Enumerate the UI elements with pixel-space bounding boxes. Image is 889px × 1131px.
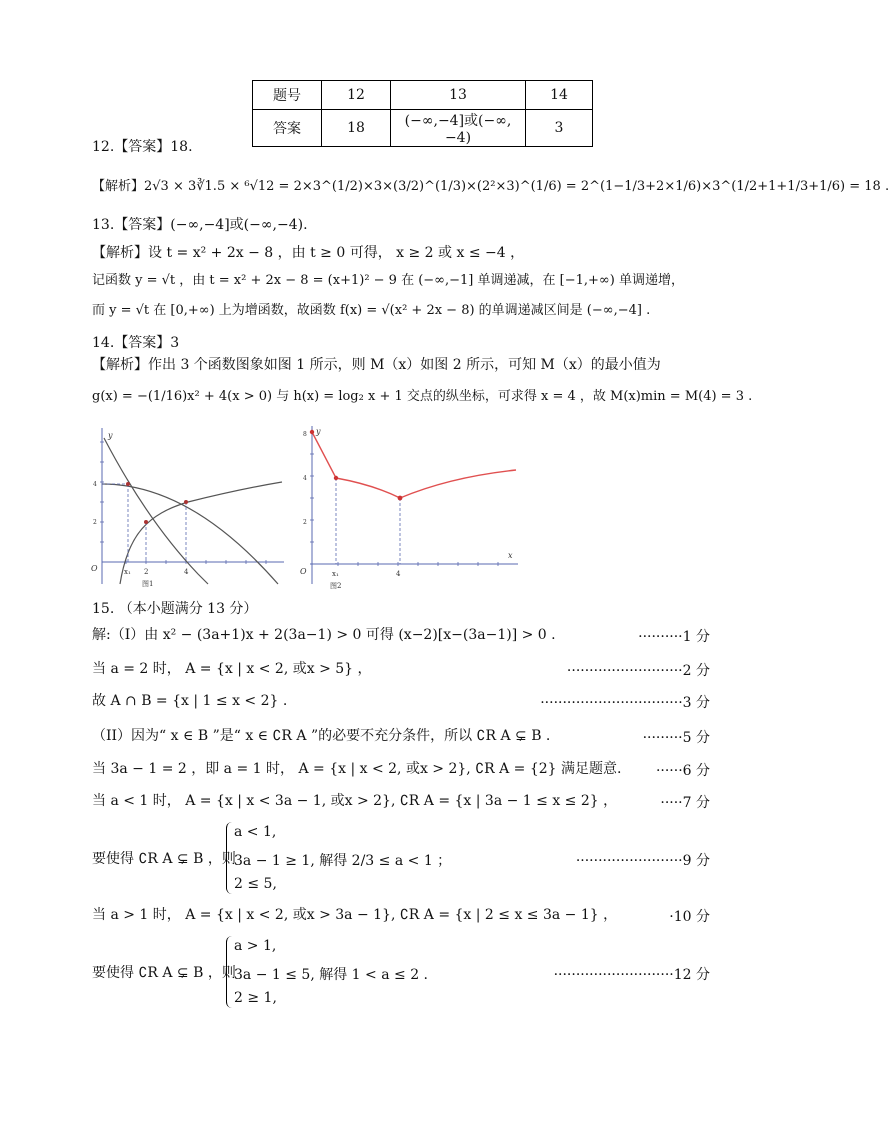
table-cell: (−∞,−4]或(−∞,−4) bbox=[391, 110, 526, 147]
system-line: a > 1, bbox=[234, 938, 277, 954]
q15-line-9-prefix: 要使得 ∁R A ⊊ B ，则 bbox=[92, 965, 236, 981]
score-7: ························9 分 bbox=[575, 853, 710, 869]
figure-2-graph bbox=[298, 422, 522, 592]
q14-answer: 14.【答案】3 bbox=[92, 335, 180, 351]
figure-1-graph bbox=[88, 424, 288, 596]
curve-point bbox=[310, 430, 314, 434]
y-axis-label: y bbox=[316, 427, 321, 436]
score-4: ·········5 分 bbox=[642, 730, 710, 746]
table-cell: 14 bbox=[526, 81, 593, 110]
guide-lines bbox=[336, 478, 400, 564]
q13-answer: 13.【答案】(−∞,−4]或(−∞,−4). bbox=[92, 217, 308, 233]
intersection-point bbox=[184, 500, 188, 504]
table-cell: 答案 bbox=[253, 110, 322, 147]
curve-point bbox=[334, 476, 338, 480]
q13-analysis-line2: 记函数 y = √t ，由 t = x² + 2x − 8 = (x+1)² − 9 在 (−∞,−1] 单调递减，在 [−1,+∞) 单调递增， bbox=[92, 273, 684, 288]
system-line: 3a − 1 ≤ 5, 解得 1 < a ≤ 2 . bbox=[234, 967, 429, 983]
system-line: 2 ≤ 5, bbox=[234, 876, 277, 892]
q14-analysis-line2: g(x) = −(1/16)x² + 4(x > 0) 与 h(x) = log₂ x + 1 交点的纵坐标，可求得 x = 4 ，故 M(x)min = M(4) = 3 . bbox=[92, 389, 753, 404]
q15-line-1: 解:（I）由 x² − (3a+1)x + 2(3a−1) > 0 可得 (x−2)[x−(3a−1)] > 0 . bbox=[92, 627, 556, 643]
intersection-point bbox=[144, 520, 148, 524]
q15-line-6: 当 a < 1 时， A = {x | x < 3a − 1, 或x > 2}, ∁R A = {x | 3a − 1 ≤ x ≤ 2} ， bbox=[92, 793, 618, 809]
table-header-row bbox=[253, 81, 593, 110]
score-3: ································3 分 bbox=[540, 695, 710, 711]
y-tick-label: 4 bbox=[303, 475, 307, 482]
axis-ticks bbox=[310, 432, 498, 566]
q15-header: 15. （本小题满分 13 分） bbox=[92, 601, 258, 617]
score-9: ···························12 分 bbox=[553, 967, 710, 983]
x-tick-label: 4 bbox=[396, 570, 401, 578]
table-answer-row bbox=[253, 110, 593, 147]
x-tick-label: 2 bbox=[144, 568, 149, 576]
y-tick-label: 2 bbox=[93, 519, 97, 526]
guide-lines bbox=[102, 484, 186, 562]
score-5: ······6 分 bbox=[655, 763, 710, 779]
score-2: ··························2 分 bbox=[566, 663, 710, 679]
score-1: ··········1 分 bbox=[638, 629, 710, 645]
q13-analysis-line1: 【解析】设 t = x² + 2x − 8 ，由 t ≥ 0 可得， x ≥ 2 或 x ≤ −4 ， bbox=[92, 245, 525, 261]
q15-line-2: 当 a = 2 时， A = {x | x < 2, 或x > 5} ， bbox=[92, 661, 372, 677]
system-line: a < 1, bbox=[234, 824, 277, 840]
q15-line-8: 当 a > 1 时， A = {x | x < 2, 或x > 3a − 1}, ∁R A = {x | 2 ≤ x ≤ 3a − 1} ， bbox=[92, 907, 618, 923]
y-tick-label: 8 bbox=[303, 431, 307, 438]
figure-caption: 图1 bbox=[142, 580, 154, 588]
m-of-x-curve bbox=[312, 432, 516, 498]
y-axis-label: y bbox=[108, 431, 113, 440]
score-6: ·····7 分 bbox=[660, 795, 710, 811]
table-cell: 题号 bbox=[253, 81, 322, 110]
answer-table bbox=[252, 80, 593, 147]
system-line: 2 ≥ 1, bbox=[234, 990, 277, 1006]
score-8: ·10 分 bbox=[669, 909, 710, 925]
system-brace bbox=[226, 822, 233, 894]
q13-analysis-line3: 而 y = √t 在 [0,+∞) 上为增函数，故函数 f(x) = √(x² + 2x − 8) 的单调递减区间是 (−∞,−4] . bbox=[92, 303, 651, 318]
q15-line-7-prefix: 要使得 ∁R A ⊊ B ，则 bbox=[92, 851, 236, 867]
figure-2 bbox=[298, 422, 522, 592]
x-tick-label: x₁ bbox=[332, 570, 339, 578]
q15-line-3: 故 A ∩ B = {x | 1 ≤ x < 2} . bbox=[92, 693, 288, 709]
q12-analysis: 【解析】2√3 × 3∛1.5 × ⁶√12 = 2×3^(1/2)×3×(3/2)^(1/3)×(2²×3)^(1/6) = 2^(1−1/3+2×1/6)×3^(1/2+1+1/3+1/6) = 18 . bbox=[92, 179, 889, 194]
system-line: 3a − 1 ≥ 1, 解得 2/3 ≤ a < 1 ； bbox=[234, 853, 452, 869]
origin-label: O bbox=[300, 567, 307, 576]
figure-caption: 图2 bbox=[330, 582, 342, 590]
table-cell: 13 bbox=[391, 81, 526, 110]
table-cell: 12 bbox=[322, 81, 391, 110]
minimum-point bbox=[398, 496, 403, 501]
x-tick-label: x₁ bbox=[124, 568, 131, 576]
figure-1 bbox=[88, 424, 288, 596]
table-cell: 18 bbox=[322, 110, 391, 147]
q14-analysis-line1: 【解析】作出 3 个函数图象如图 1 所示，则 M（x）如图 2 所示，可知 M（x）的最小值为 bbox=[92, 357, 661, 373]
x-axis-label: x bbox=[508, 551, 513, 560]
x-tick-label: 4 bbox=[184, 568, 189, 576]
intersection-point bbox=[126, 482, 130, 486]
table-cell: 3 bbox=[526, 110, 593, 147]
q12-answer: 12.【答案】18. bbox=[92, 139, 193, 155]
q15-line-5: 当 3a − 1 = 2 ，即 a = 1 时， A = {x | x < 2, 或x > 2}, ∁R A = {2} 满足题意. bbox=[92, 761, 622, 777]
origin-label: O bbox=[91, 564, 98, 573]
system-brace bbox=[226, 936, 233, 1008]
y-tick-label: 4 bbox=[93, 481, 97, 488]
q15-line-4: （II）因为“ x ∈ B ”是“ x ∈ ∁R A ”的必要不充分条件，所以 ∁R A ⊊ B . bbox=[92, 728, 551, 744]
y-tick-label: 2 bbox=[303, 519, 307, 526]
